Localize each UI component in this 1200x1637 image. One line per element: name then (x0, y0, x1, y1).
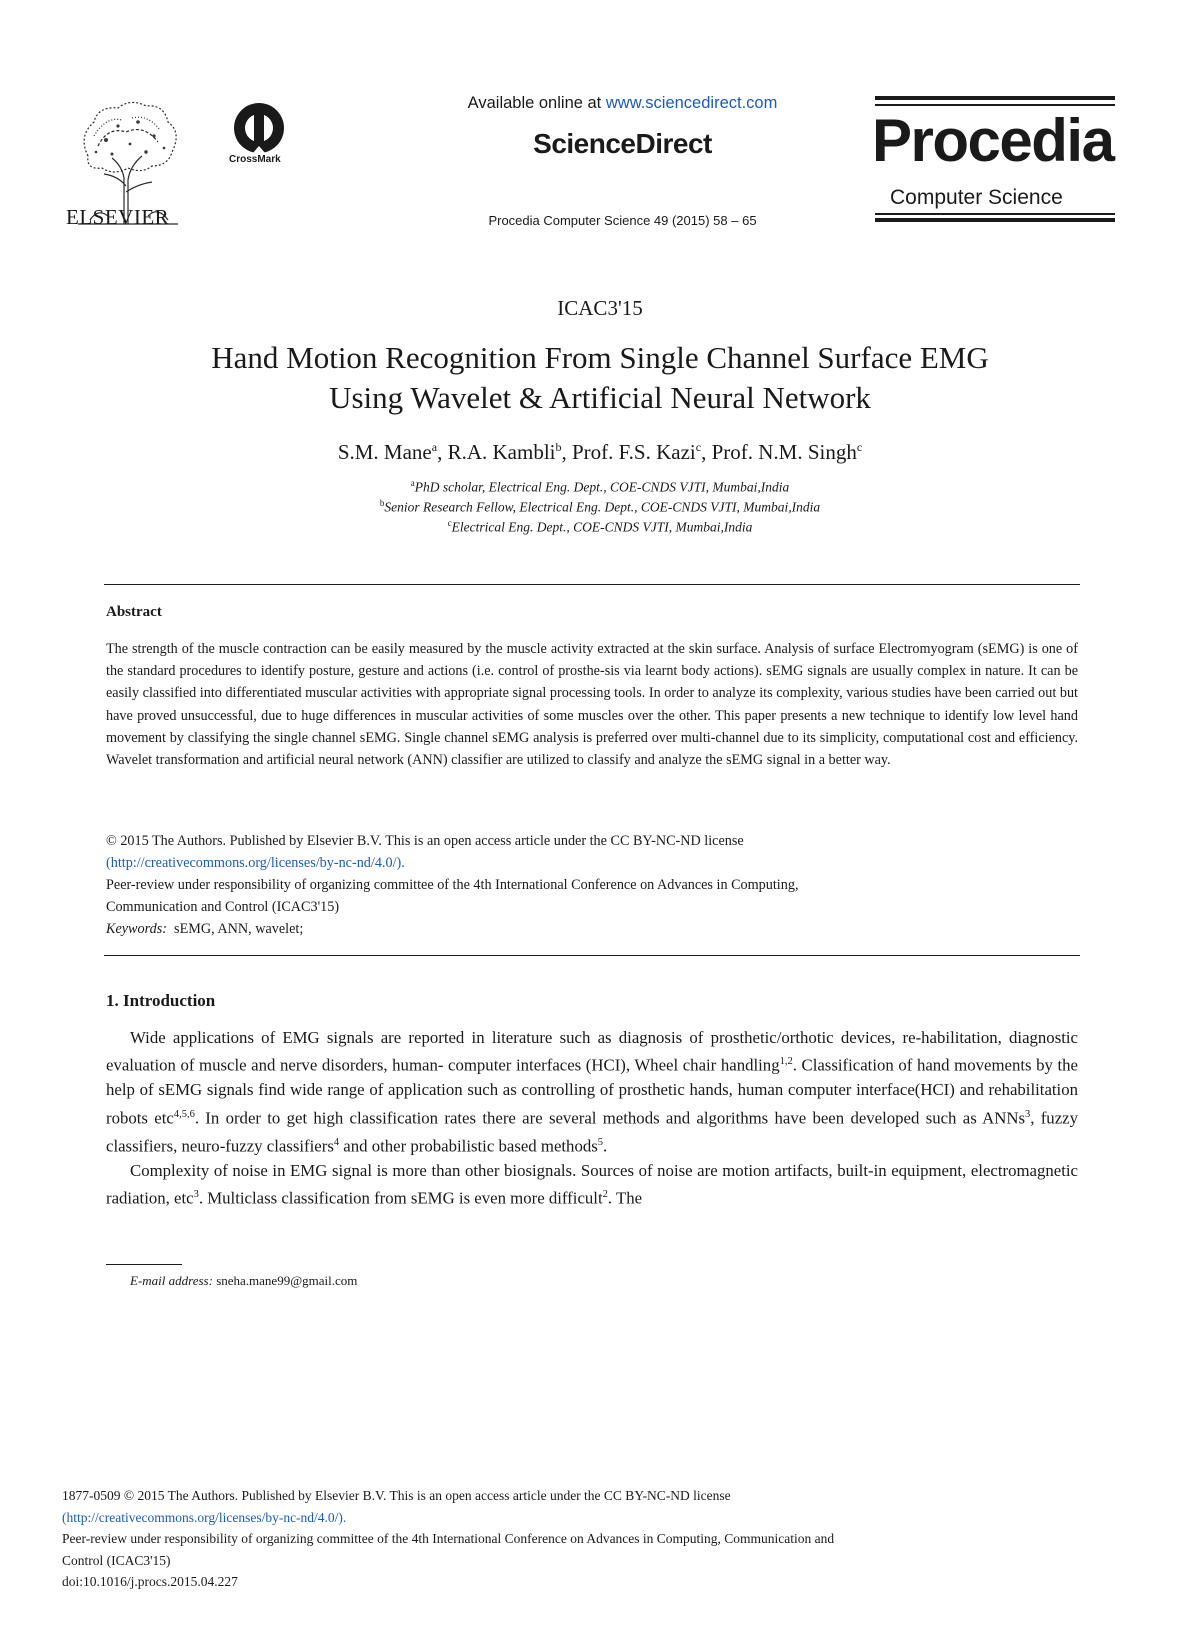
author: Prof. F.S. Kazi (572, 440, 696, 464)
procedia-rule-top-thin (875, 104, 1115, 106)
affiliation-text: Senior Research Fellow, Electrical Eng. Dept., COE-CNDS VJTI, Mumbai,India (384, 499, 821, 515)
sciencedirect-wordmark: ScienceDirect (533, 128, 712, 159)
footer-issn: 1877-0509 © 2015 The Authors. Published by Elsevier B.V. This is an open access article under the CC BY-NC-ND license (62, 1488, 731, 1503)
keywords (106, 918, 1078, 940)
footnote-rule (106, 1264, 182, 1265)
footer-license-link[interactable]: (http://creativecommons.org/licenses/by-nc-nd/4.0/). (62, 1509, 347, 1525)
author-affil-mark: c (695, 440, 702, 454)
available-prefix: Available online at (467, 94, 606, 112)
author-affil-mark: a (431, 440, 438, 454)
abstract-text: The strength of the muscle contraction can be easily measured by the muscle activity extracted at the skin surface. Analysis of surface Electromyogram (sEMG) is one of the standard procedures to identify posture, gesture and actions (i.e. control of prosthe-sis via learnt body actions). sEMG signals are usually complex in nature. It can be easily classified into differentiated muscular activities with appropriate signal processing tools. In order to analyze its complexity, various studies have been carried out but have proved unsuccessful, due to huge differences in muscular activities of some muscles over the other. This paper presents a new technique to identify low level hand movement by classifying the single channel sEMG. Single channel sEMG analysis is preferred over multi-channel due to its simplicity, computational cost and efficiency. Wavelet transformation and artificial neural network (ANN) classifier are utilized to classify and analyze the sEMG signal in a better way. (106, 641, 1078, 769)
crossmark-label: CrossMark (229, 154, 281, 165)
conference-name: ICAC3'15 (557, 296, 643, 320)
affil-mark: c (447, 518, 452, 528)
divider (104, 955, 1080, 956)
procedia-rule-top (875, 96, 1115, 100)
peer-review-line: Peer-review under responsibility of organizing committee of the 4th International Conference on Advances in Computing, (106, 877, 799, 893)
title-line-2: Using Wavelet & Artificial Neural Network (329, 380, 871, 415)
paper-title (0, 338, 1200, 418)
citation[interactable]: 4 (333, 1136, 340, 1148)
paragraph: Wide applications of EMG signals are reported in literature such as diagnosis of prosthetic/orthotic devices, re-habilitation, diagnostic evaluation of muscle and nerve disorders, human- computer interfaces (HCI), Wheel chair handling$^{1,2}$. Classification of hand movements by the help of sEMG signals find wide range of application such as controlling of prosthetic hands, human computer interface(HCI) and rehabilitation robots etc$^{4,5,6}$. In order to get high classification rates there are several methods and algorithms have been developed such as ANNs$^3$, fuzzy classifiers, neuro-fuzzy classifiers$^4$ and other probabilistic based methods$^5$. (106, 1028, 1078, 1156)
citation[interactable]: 5 (597, 1136, 604, 1148)
sciencedirect-link[interactable]: www.sciencedirect.com (605, 94, 778, 112)
footnote (130, 1273, 357, 1289)
journal-citation: Procedia Computer Science 49 (2015) 58 – 65 (488, 213, 757, 228)
affiliation (0, 478, 1200, 496)
citation[interactable]: 1,2 (779, 1056, 793, 1068)
author: Prof. N.M. Singh (711, 440, 857, 464)
keywords-label: Keywords: (106, 921, 167, 937)
email-address[interactable]: sneha.mane99@gmail.com (216, 1273, 358, 1288)
title-line-1: Hand Motion Recognition From Single Channel Surface EMG (211, 340, 989, 375)
license-line: © 2015 The Authors. Published by Elsevier B.V. This is an open access article under the CC BY-NC-ND license (106, 833, 744, 849)
citation[interactable]: 4,5,6 (173, 1108, 195, 1120)
procedia-rule-bottom (875, 218, 1115, 222)
affiliation (0, 498, 1200, 516)
affiliation-text: PhD scholar, Electrical Eng. Dept., COE-CNDS VJTI, Mumbai,India (414, 479, 790, 495)
citation[interactable]: 3 (1024, 1108, 1031, 1120)
page-footer (62, 1485, 1122, 1593)
peer-review-line: Communication and Control (ICAC3'15) (106, 899, 340, 915)
intro-body (106, 1026, 1078, 1211)
author-affil-mark: c (856, 440, 863, 454)
publisher-name: ELSEVIER (66, 205, 170, 229)
license-block (106, 830, 1078, 940)
divider (104, 584, 1080, 585)
author: S.M. Mane (337, 440, 432, 464)
affil-mark: a (410, 478, 415, 488)
footer-doi[interactable]: doi:10.1016/j.procs.2015.04.227 (62, 1574, 238, 1590)
citation[interactable]: 2 (602, 1189, 608, 1201)
footer-peer-review: Control (ICAC3'15) (62, 1552, 171, 1568)
abstract-heading: Abstract (106, 604, 162, 620)
author-affil-mark: b (555, 440, 562, 454)
citation[interactable]: 3 (193, 1189, 199, 1201)
paragraph: Complexity of noise in EMG signal is more than other biosignals. Sources of noise are motion artifacts, built-in equipment, electromagnetic radiation, etc$^3$. Multiclass classification from sEMG is even more difficult$^2$. The (106, 1160, 1078, 1208)
author: R.A. Kambli (447, 440, 556, 464)
affil-mark: b (379, 498, 385, 508)
footnote-label: E-mail address: (130, 1273, 213, 1288)
affiliation (0, 518, 1200, 536)
author-list: S.M. Mane$^a$, R.A. Kambli$^b$, Prof. F.S. Kazi$^c$, Prof. N.M. Singh$^c$ (337, 440, 863, 464)
license-link[interactable]: (http://creativecommons.org/licenses/by-nc-nd/4.0/). (106, 855, 405, 871)
keywords-value: sEMG, ANN, wavelet; (174, 921, 304, 937)
affiliation-text: Electrical Eng. Dept., COE-CNDS VJTI, Mumbai,India (451, 519, 753, 535)
section-heading: 1. Introduction (106, 991, 216, 1010)
procedia-rule-bottom-thin (875, 213, 1115, 215)
journal-subtitle: Computer Science (890, 186, 1063, 209)
footer-peer-review: Peer-review under responsibility of organizing committee of the 4th International Conference on Advances in Computing, Communication and (62, 1531, 835, 1547)
journal-wordmark: Procedia (872, 107, 1114, 174)
